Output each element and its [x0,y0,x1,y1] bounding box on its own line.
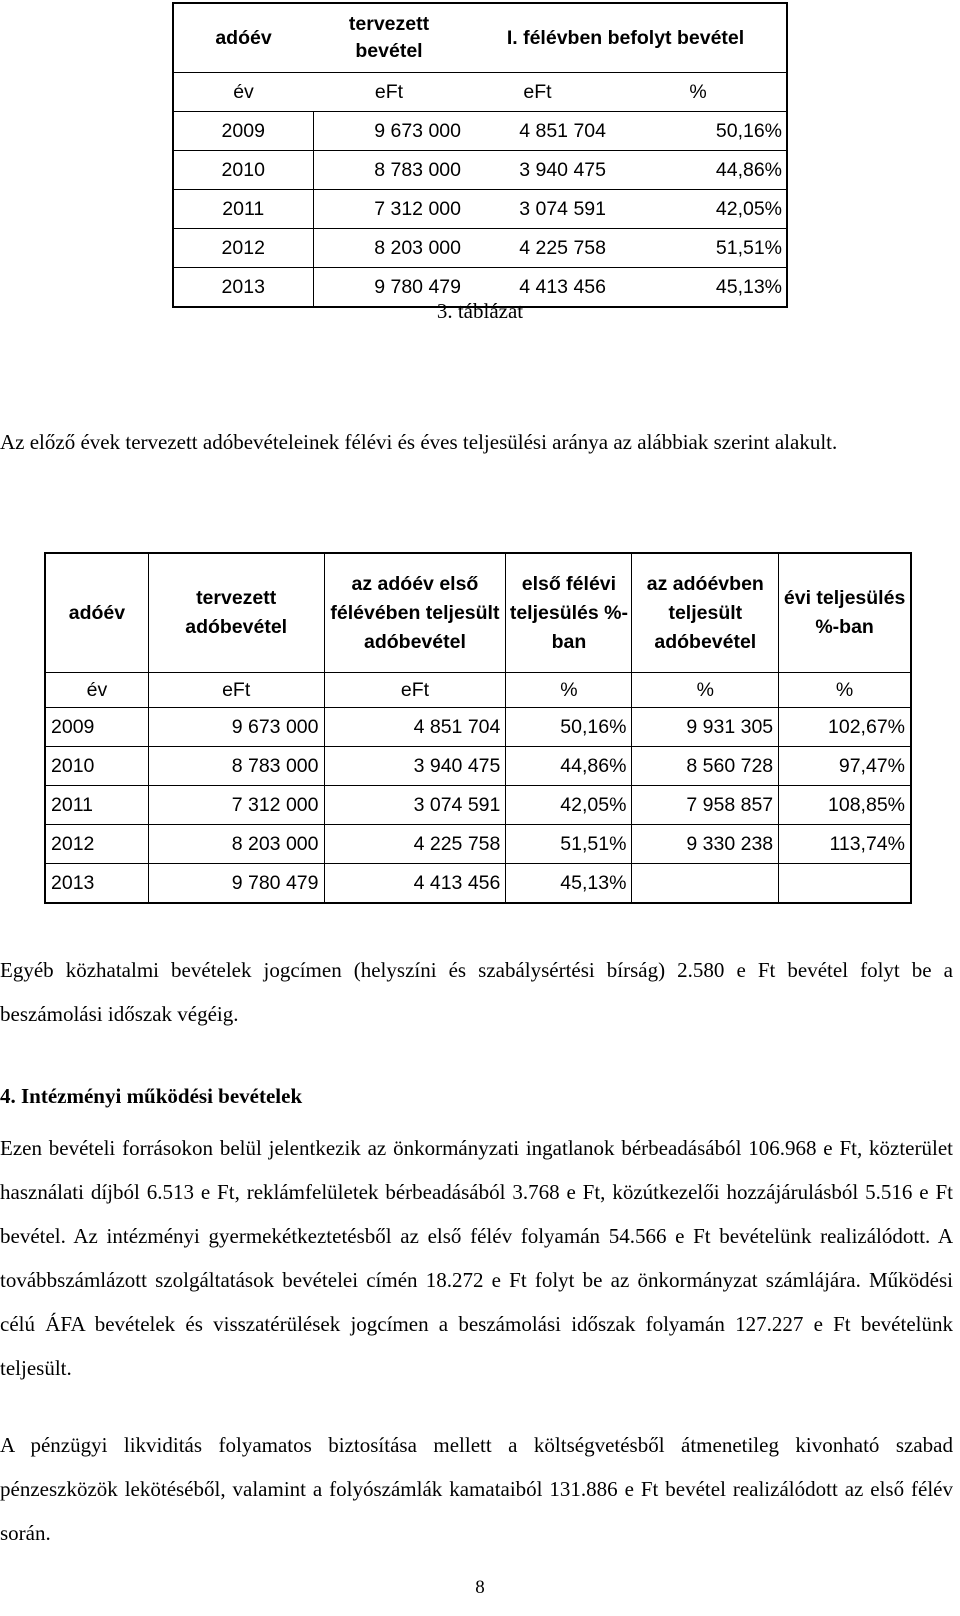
table1-cell-planned: 9 673 000 [313,112,465,151]
table1-cell-percent: 50,16% [610,112,787,151]
table1-unit-eft: eFt [313,73,465,112]
paragraph-institutional-revenue: Ezen bevételi forrásokon belül jelentkezik az önkormányzati ingatlanok bérbeadásából 106.968 e Ft, közterület használati díjból 6.513 e Ft, reklámfelületek bérbeadásából 3.768 e Ft, közútkezelői hozzájárulásból 5.516 e Ft bevétel. Az intézményi gyermekétkeztetésből az első félév folyamán 54.566 e Ft bevételünk realizálódott. A továbbszámlázott szolgáltatások bevételei címén 18.272 e Ft folyt be az önkormányzat számlájára. Működési célú ÁFA bevételek és visszatérülések jogcímen a beszámolási időszak folyamán 127.227 e Ft bevételünk teljesült. [0,1136,953,1380]
table1-cell-planned: 8 203 000 [313,229,465,268]
table2-cell-year: 2009 [45,708,148,747]
table1-units-row [173,73,787,112]
table1-header-tervezett: tervezett bevétel [348,13,430,62]
table2-cell-annual: 9 330 238 [632,825,779,864]
paragraph-liquidity: A pénzügyi likviditás folyamatos biztosítása mellett a költségvetésből átmenetileg kivonható szabad pénzeszközök lekötéséből, valamint a folyószámlák kamataiból 131.886 e Ft bevétel realizálódott az első félév során. [0,1433,953,1545]
table2-cell-half-percent: 44,86% [506,747,632,786]
table1-cell-year: 2009 [173,112,313,151]
table2-cell-year: 2013 [45,864,148,904]
table2-header-row [45,553,911,673]
table2-cell-annual-percent [779,864,911,904]
table2-cell-annual-percent: 102,67% [779,708,911,747]
table-row [45,786,911,825]
table2-cell-year: 2012 [45,825,148,864]
table1-cell-collected: 3 940 475 [465,151,610,190]
table-row [173,229,787,268]
paragraph-intro: Az előző évek tervezett adóbevételeinek félévi és éves teljesülési aránya az alábbiak szerint alakult. [0,430,838,454]
table1-header-befolyt: I. félévben befolyt bevétel [506,26,745,49]
table-row [45,864,911,904]
table1-cell-planned: 7 312 000 [313,190,465,229]
table2-cell-half-percent: 51,51% [506,825,632,864]
table-row [173,151,787,190]
table2-unit-percent: % [506,673,632,708]
table2-unit-eft: eFt [148,673,324,708]
table2-unit-percent: % [779,673,911,708]
table2-cell-half-year: 3 940 475 [324,747,506,786]
revenue-table-2 [44,552,912,904]
section-heading: 4. Intézményi működési bevételek [0,1084,303,1108]
revenue-table-1 [172,2,788,308]
table1-cell-year: 2012 [173,229,313,268]
table1-cell-percent: 45,13% [610,268,787,308]
table1-unit-eft: eFt [465,73,610,112]
table2-cell-annual-percent: 108,85% [779,786,911,825]
table1-cell-planned: 9 780 479 [313,268,465,308]
table2-cell-annual-percent: 113,74% [779,825,911,864]
table2-cell-year: 2011 [45,786,148,825]
table2-header-adoevben: az adóévben teljesült adóbevétel [632,553,779,673]
table2-cell-year: 2010 [45,747,148,786]
table2-header-adoev: adóév [45,553,148,673]
table2-cell-planned: 8 203 000 [148,825,324,864]
table-row [45,708,911,747]
table1-cell-collected: 4 851 704 [465,112,610,151]
table2-cell-annual: 8 560 728 [632,747,779,786]
table2-header-elso-felev: az adóév első félévében teljesült adóbevétel [324,553,506,673]
table2-cell-annual-percent: 97,47% [779,747,911,786]
table2-cell-annual [632,864,779,904]
table2-cell-half-percent: 50,16% [506,708,632,747]
table1-cell-percent: 51,51% [610,229,787,268]
table2-header-tervezett: tervezett adóbevétel [148,553,324,673]
table2-cell-annual: 9 931 305 [632,708,779,747]
table2-unit-eft: eFt [324,673,506,708]
table-row [45,825,911,864]
table2-cell-half-year: 4 851 704 [324,708,506,747]
table1-unit-ev: év [173,73,313,112]
table1-cell-percent: 42,05% [610,190,787,229]
table2-header-evi-szazalek: évi teljesülés %-ban [779,553,911,673]
table2-cell-half-year: 4 413 456 [324,864,506,904]
table-row [45,747,911,786]
table1-caption: 3. táblázat [436,299,524,323]
table2-unit-ev: év [45,673,148,708]
table2-cell-half-percent: 45,13% [506,864,632,904]
table1-cell-collected: 4 413 456 [465,268,610,308]
table1-cell-collected: 3 074 591 [465,190,610,229]
table1-cell-planned: 8 783 000 [313,151,465,190]
page-number: 8 [475,1577,485,1598]
table2-cell-planned: 7 312 000 [148,786,324,825]
table2-cell-half-year: 4 225 758 [324,825,506,864]
paragraph-other-revenue: Egyéb közhatalmi bevételek jogcímen (helyszíni és szabálysértési bírság) 2.580 e Ft bevétel folyt be a beszámolási időszak végéig. [0,958,953,1026]
table1-cell-year: 2010 [173,151,313,190]
table1-unit-percent: % [610,73,787,112]
table2-unit-percent: % [632,673,779,708]
table2-header-felevi-szazalek: első félévi teljesülés %-ban [506,553,632,673]
table1-header-row [173,3,787,73]
table2-units-row [45,673,911,708]
table1-cell-year: 2013 [173,268,313,308]
table1-cell-collected: 4 225 758 [465,229,610,268]
table-row [173,112,787,151]
table1-header-adoev: adóév [215,26,272,49]
table1-cell-percent: 44,86% [610,151,787,190]
table2-cell-annual: 7 958 857 [632,786,779,825]
table-row [173,190,787,229]
table1-cell-year: 2011 [173,190,313,229]
table2-cell-planned: 9 780 479 [148,864,324,904]
table2-cell-planned: 8 783 000 [148,747,324,786]
table2-cell-half-year: 3 074 591 [324,786,506,825]
table2-cell-planned: 9 673 000 [148,708,324,747]
table2-cell-half-percent: 42,05% [506,786,632,825]
